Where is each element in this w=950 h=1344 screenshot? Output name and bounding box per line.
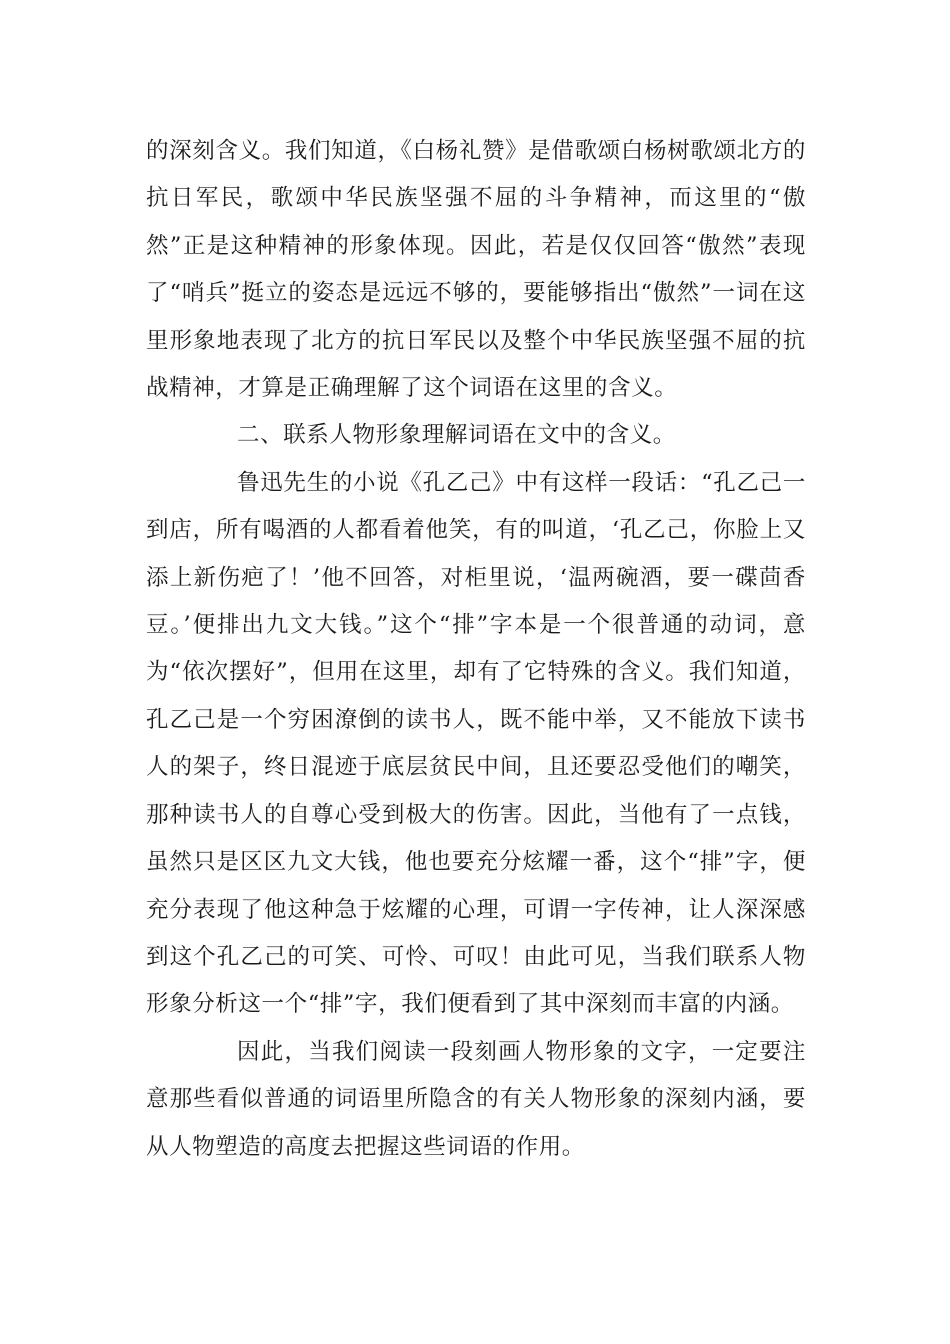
paragraph-conclusion: 因此，当我们阅读一段刻画人物形象的文字，一定要注意那些看似普通的词语里所隐含的有关人物形象的深刻内涵，要从人物塑造的高度去把握这些词语的作用。 [146,1038,806,1160]
document-page [146,128,806,1171]
section-heading-character-image: 二、联系人物形象理解词语在文中的含义。 [237,422,676,449]
paragraph-kong-yiji-example: 鲁迅先生的小说《孔乙己》中有这样一段话：“孔乙己一到店，所有喝酒的人都看着他笑，有的叫道，‘孔乙己，你脸上又添上新伤疤了！’他不回答，对柜里说，‘温两碗酒，要一碟茴香豆。’便排出九文大钱。”这个“排”字本是一个很普通的动词，意为“依次摆好”，但用在这里，却有了它特殊的含义。我们知道，孔乙己是一个穷困潦倒的读书人，既不能中举，又不能放下读书人的架子，终日混迹于底层贫民中间，且还要忍受他们的嘲笑，那种读书人的自尊心受到极大的伤害。因此，当他有了一点钱，虽然只是区区九文大钱，他也要充分炫耀一番，这个“排”字，便充分表现了他这种急于炫耀的心理，可谓一字传神，让人深深感到这个孔乙己的可笑、可怜、可叹！由此可见，当我们联系人物形象分析这一个“排”字，我们便看到了其中深刻而丰富的内涵。 [146,469,806,1018]
paragraph-white-poplar-meaning: 的深刻含义。我们知道，《白杨礼赞》是借歌颂白杨树歌颂北方的抗日军民，歌颂中华民族坚强不屈的斗争精神，而这里的“傲然”正是这种精神的形象体现。因此，若是仅仅回答“傲然”表现了“哨兵”挺立的姿态是远远不够的，要能够指出“傲然”一词在这里形象地表现了北方的抗日军民以及整个中华民族坚强不屈的抗战精神，才算是正确理解了这个词语在这里的含义。 [146,138,806,402]
